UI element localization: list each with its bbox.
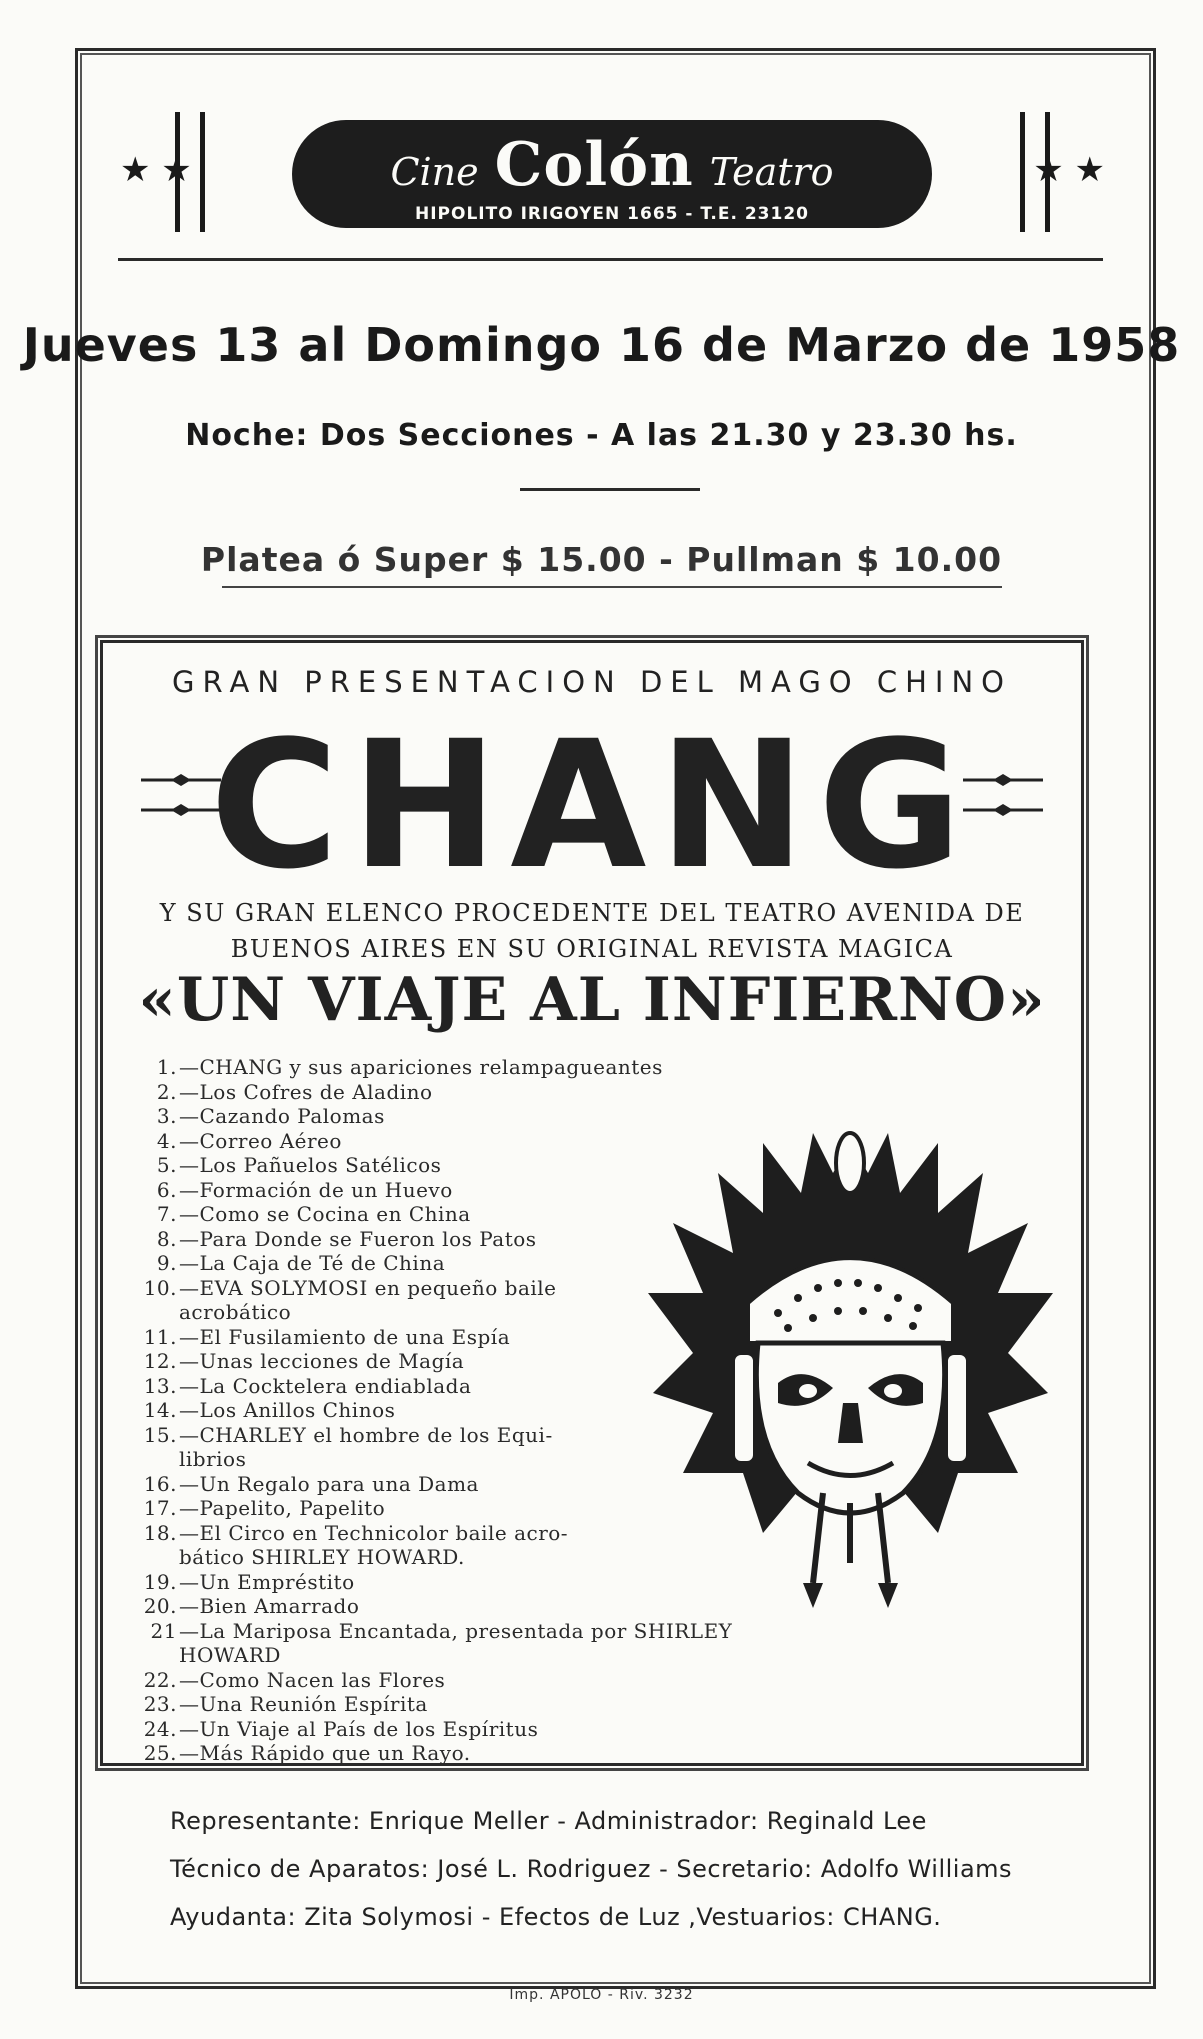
program-item-number: 14. xyxy=(143,1398,177,1422)
program-item-number: 1. xyxy=(156,1055,177,1079)
program-item-number: 10. xyxy=(143,1275,177,1300)
program-item-number: 19. xyxy=(143,1569,177,1594)
program-item-text: —Cazando Palomas xyxy=(179,1104,385,1128)
program-item xyxy=(133,1080,753,1105)
program-item-text: —CHANG y sus apariciones relampagueantes xyxy=(179,1055,663,1079)
program-item-text: —Un Regalo para una Dama xyxy=(179,1471,479,1496)
program-item-text: —El Circo en Technicolor baile acro- xyxy=(179,1520,569,1545)
program-item-text: —Bien Amarrado xyxy=(179,1594,360,1618)
program-item-text: —CHARLEY el hombre de los Equi- xyxy=(179,1422,553,1447)
program-item-number: 2. xyxy=(156,1079,177,1104)
program-item-text: —Unas lecciones de Magía xyxy=(179,1349,465,1373)
theater-address: HIPOLITO IRIGOYEN 1665 - T.E. 23120 xyxy=(414,204,809,224)
stars-left-icon: ★ ★ xyxy=(120,150,192,190)
program-item-text: —Papelito, Papelito xyxy=(179,1496,386,1520)
program-item-number xyxy=(133,1545,177,1570)
program-item-number: 8. xyxy=(156,1226,177,1251)
company-line-2: BUENOS AIRES EN SU ORIGINAL REVISTA MAGICA xyxy=(230,935,954,963)
credits xyxy=(170,1797,1012,1941)
program-item-text: —Los Cofres de Aladino xyxy=(179,1079,433,1104)
program-item-text: —Un Viaje al País de los Espíritus xyxy=(179,1716,539,1741)
program-item-number: 6. xyxy=(156,1177,177,1202)
program-item-text: —Los Anillos Chinos xyxy=(179,1398,396,1422)
header-divider xyxy=(118,258,1103,261)
credits-line-3: Ayudanta: Zita Solymosi - Efectos de Luz ,Vestuarios: CHANG. xyxy=(170,1903,942,1931)
program-item-number: 9. xyxy=(156,1251,177,1275)
show-dates: Jueves 13 al Domingo 16 de Marzo de 1958 xyxy=(22,318,1181,372)
prices-underline xyxy=(222,586,1002,588)
program-item-text: —Como Nacen las Flores xyxy=(179,1667,446,1692)
presentation-heading: GRAN PRESENTACION DEL MAGO CHINO xyxy=(172,665,1012,699)
program-box xyxy=(100,640,1084,1766)
short-divider xyxy=(520,488,700,491)
program-item-text: —La Cocktelera endiablada xyxy=(179,1373,472,1398)
program-item-number xyxy=(133,1300,177,1325)
program-item-number: 18. xyxy=(143,1520,177,1545)
program-item-number: 22. xyxy=(143,1667,177,1692)
program-item-text: —Más Rápido que un Rayo. xyxy=(179,1741,471,1765)
program-item-number: 12. xyxy=(143,1349,177,1373)
magician-name: CHANG xyxy=(209,703,975,908)
company-description xyxy=(103,895,1081,967)
program-item-text: —Correo Aéreo xyxy=(179,1128,342,1153)
logo-colon: Colón xyxy=(494,130,694,200)
program-item xyxy=(133,1692,753,1717)
program-item-text: acrobático xyxy=(179,1300,292,1324)
program-item-text: —Los Pañuelos Satélicos xyxy=(179,1153,442,1177)
program-item-text: —Para Donde se Fueron los Patos xyxy=(179,1226,537,1251)
printer-imprint: Imp. APOLO - Riv. 3232 xyxy=(509,1987,694,2003)
program-item-number: 4. xyxy=(156,1128,177,1153)
program-item-text: —Un Empréstito xyxy=(179,1569,355,1594)
ticket-prices: Platea ó Super $ 15.00 - Pullman $ 10.00 xyxy=(200,540,1003,579)
program-item xyxy=(133,1741,753,1766)
program-item-text: —Como se Cocina en China xyxy=(179,1202,471,1226)
program-item-number: 25. xyxy=(143,1741,177,1765)
stars-right-icon: ★ ★ xyxy=(1033,150,1105,190)
program-item-text: bático SHIRLEY HOWARD. xyxy=(179,1545,465,1569)
program-item xyxy=(133,1668,753,1693)
program-item-number: 11. xyxy=(143,1324,177,1349)
program-item-number: 16. xyxy=(143,1471,177,1496)
program-item-text: —La Caja de Té de China xyxy=(179,1251,446,1275)
program-item-text: —Una Reunión Espírita xyxy=(179,1692,428,1716)
logo-cine: Cine xyxy=(390,150,479,194)
program-item-number: 21 xyxy=(150,1618,177,1643)
program-item-text: —El Fusilamiento de una Espía xyxy=(179,1324,511,1349)
credits-line-1: Representante: Enrique Meller - Administrador: Reginald Lee xyxy=(170,1807,927,1835)
program-item-number: 13. xyxy=(143,1373,177,1398)
program-item-text: —Formación de un Huevo xyxy=(179,1177,453,1202)
theater-logo xyxy=(292,120,932,228)
program-item-text: librios xyxy=(179,1447,247,1471)
program-item-text: —La Mariposa Encantada, presentada por SHIRLEY HOWARD xyxy=(179,1618,733,1667)
program-item-number: 20. xyxy=(143,1594,177,1618)
company-line-1: Y SU GRAN ELENCO PROCEDENTE DEL TEATRO AVENIDA DE xyxy=(159,899,1025,927)
program-item-number: 24. xyxy=(143,1716,177,1741)
show-title: «UN VIAJE AL INFIERNO» xyxy=(138,965,1046,1035)
program-item-number: 23. xyxy=(143,1692,177,1716)
program-item-text: —EVA SOLYMOSI en pequeño baile xyxy=(179,1275,557,1300)
program-item-number: 7. xyxy=(156,1202,177,1226)
chinese-mask-illustration-icon xyxy=(638,1113,1063,1643)
program-item-number: 15. xyxy=(143,1422,177,1447)
show-sessions: Noche: Dos Secciones - A las 21.30 y 23.30 hs. xyxy=(185,418,1018,453)
program-item-number xyxy=(133,1447,177,1472)
bars-left-ornament xyxy=(175,112,205,232)
program-item xyxy=(133,1055,753,1080)
program-item-number: 17. xyxy=(143,1496,177,1520)
theater-header xyxy=(120,112,1105,237)
logo-teatro: Teatro xyxy=(709,150,834,194)
ornament-right-icon xyxy=(963,768,1043,828)
program-item xyxy=(133,1717,753,1742)
program-item-number: 3. xyxy=(156,1104,177,1128)
credits-line-2: Técnico de Aparatos: José L. Rodriguez - Secretario: Adolfo Williams xyxy=(170,1855,1013,1883)
program-item-number: 5. xyxy=(156,1153,177,1177)
